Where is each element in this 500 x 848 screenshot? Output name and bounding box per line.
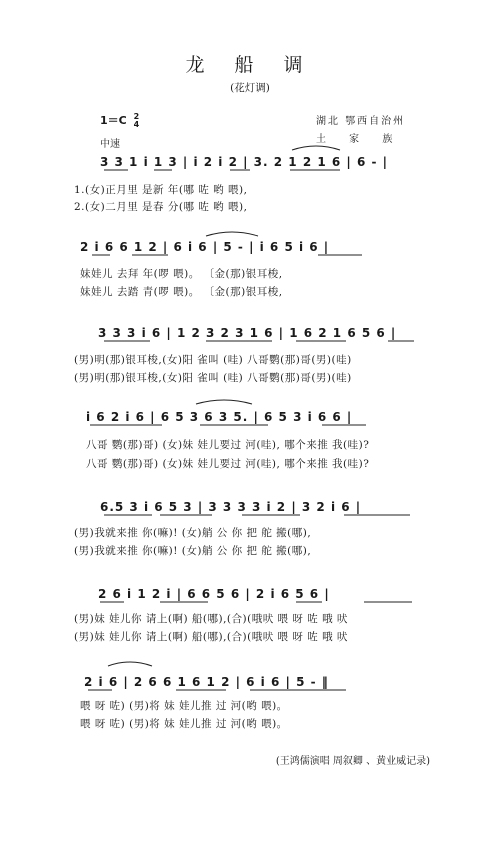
lyric-line-2-verse-2: 妹娃儿 去踏 青(啰 喂)。 〔金(那)银耳梭, bbox=[80, 286, 283, 298]
key-label: 1＝C bbox=[100, 114, 127, 127]
notation-line-5: 6.5 3 i 6 5 3 | 3 3 3 3 i 2 | 3 2 i 6 | bbox=[100, 500, 362, 514]
lyric-line-1-verse-1: 1.(女)正月里 是新 年(哪 咗 哟 喂), bbox=[74, 184, 248, 196]
key-signature bbox=[100, 112, 139, 129]
time-signature bbox=[134, 113, 140, 129]
lyric-line-6-verse-1: (男)妹 娃儿你 请上(啊) 船(哪),(合)(哦吠 喂 呀 咗 哦 吠 bbox=[74, 613, 348, 625]
lyric-line-7-verse-1: 喂 呀 咗) (男)将 妹 娃儿推 过 河(哟 喂)。 bbox=[80, 700, 288, 712]
song-title: 龙 船 调 bbox=[185, 54, 315, 76]
notation-line-1: 3 3 1 i 1 3 | i 2 i 2 | 3. 2 1 2 1 6 | 6 - | bbox=[100, 155, 389, 169]
lyric-line-2-verse-1: 妹娃儿 去拜 年(啰 喂)。 〔金(那)银耳梭, bbox=[80, 268, 283, 280]
lyric-line-5-verse-2: (男)我就来推 你(嘛)! (女)艄 公 你 把 舵 搬(哪), bbox=[74, 545, 312, 557]
notation-line-3: 3 3 3 i 6 | 1 2 3 2 3 1 6 | 1 6 2 1 6 5 6 | bbox=[98, 326, 397, 340]
time-signature-numerator: 2 bbox=[133, 112, 140, 121]
lyric-line-1-verse-2: 2.(女)二月里 是春 分(哪 咗 哟 喂), bbox=[74, 201, 248, 213]
lyric-line-6-verse-2: (男)妹 娃儿你 请上(啊) 船(哪),(合)(哦吠 喂 呀 咗 哦 吠 bbox=[74, 631, 348, 643]
song-subtitle: (花灯调) bbox=[230, 82, 270, 94]
notation-line-4: i 6 2 i 6 | 6 5 3 6 3 5. | 6 5 3 i 6 6 | bbox=[86, 410, 353, 424]
lyric-line-3-verse-1: (男)明(那)银耳梭,(女)阳 雀叫 (哇) 八哥鹦(那)哥(男)(哇) bbox=[74, 354, 352, 366]
lyric-line-3-verse-2: (男)明(那)银耳梭,(女)阳 雀叫 (哇) 八哥鹦(那)哥(男)(哇) bbox=[74, 372, 352, 384]
lyric-line-5-verse-1: (男)我就来推 你(嘛)! (女)艄 公 你 把 舵 搬(哪), bbox=[74, 527, 312, 539]
notation-line-7: 2 i 6 | 2 6 6 1 6 1 2 | 6 i 6 | 5 - ‖ bbox=[84, 675, 329, 689]
tempo-marking: 中速 bbox=[100, 139, 120, 150]
time-signature-denominator: 4 bbox=[133, 120, 140, 129]
performer-credit: (王鸿儒演唱 周叙卿 、黄业威记录) bbox=[275, 756, 430, 767]
notation-line-2: 2 i 6 6 1 2 | 6 i 6 | 5 - | i 6 5 i 6 | bbox=[80, 240, 330, 254]
notation-line-6: 2 6 i 1 2 i | 6 6 5 6 | 2 i 6 5 6 | bbox=[98, 587, 330, 601]
origin-region: 湖北 鄂西自治州 bbox=[316, 116, 406, 127]
origin-ethnicity: 土 家 族 bbox=[316, 134, 403, 145]
lyric-line-4-verse-1: 八哥 鹦(那)哥) (女)妹 娃儿要过 河(哇), 哪个来推 我(哇)? bbox=[86, 439, 370, 451]
lyric-line-7-verse-2: 喂 呀 咗) (男)将 妹 娃儿推 过 河(哟 喂)。 bbox=[80, 718, 288, 730]
lyric-line-4-verse-2: 八哥 鹦(那)哥) (女)妹 娃儿要过 河(哇), 哪个来推 我(哇)? bbox=[86, 458, 370, 470]
